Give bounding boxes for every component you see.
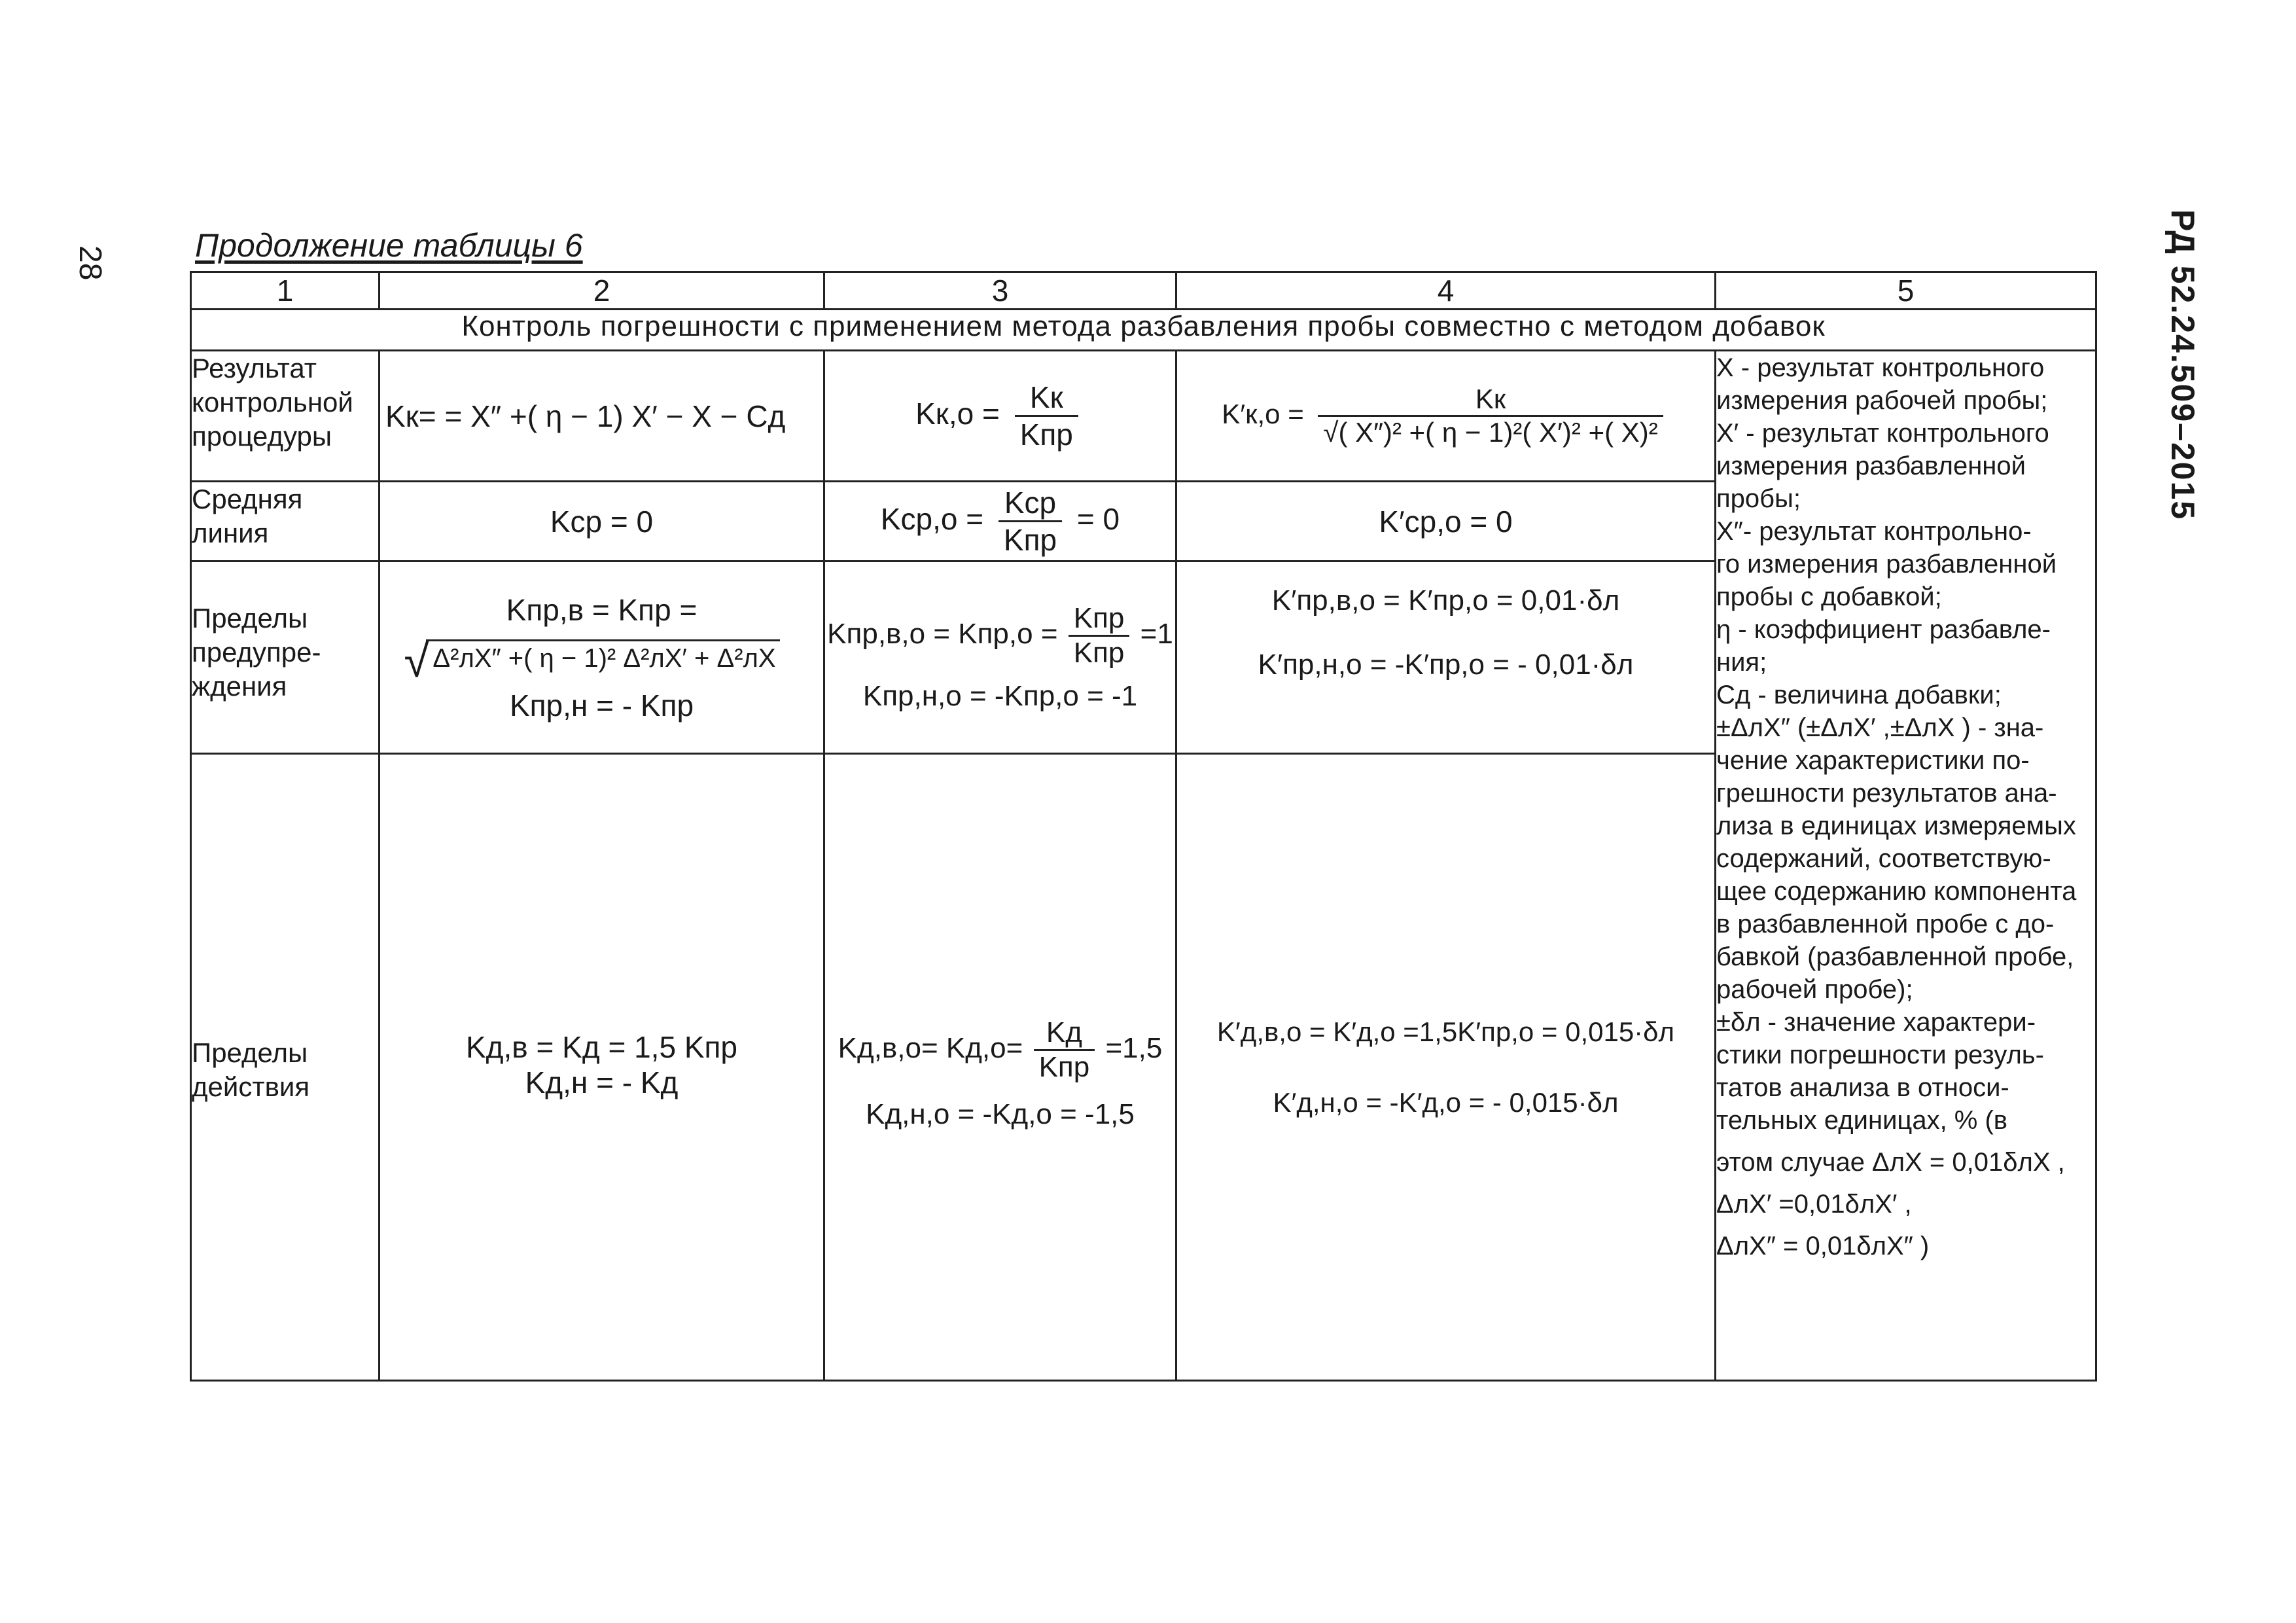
row-label-line: линия	[192, 518, 269, 548]
formula-kpr-no-prime: K′пр,н,о = -K′пр,о = - 0,01·δл	[1258, 649, 1634, 681]
header-row	[191, 272, 2096, 310]
description-line: этом случае ΔлX = 0,01δлX ,	[1716, 1148, 2065, 1177]
formula-rhs: = 0	[1076, 501, 1120, 536]
formula-kpr-no: Kпр,н,о = -Kпр,о = -1	[862, 680, 1138, 712]
row-label-line: процедуры	[192, 421, 332, 452]
fraction	[1069, 602, 1130, 669]
formula-lhs: Kср,о =	[880, 501, 984, 536]
formula-lhs: Kк,о =	[915, 396, 1000, 431]
description-line: рабочей пробе);	[1716, 975, 1913, 1004]
description-line: ±ΔлX″ (±ΔлX′ ,±ΔлX ) - зна-	[1716, 713, 2044, 742]
row-label-line: ждения	[192, 671, 287, 702]
fraction-numerator: Kк	[1015, 380, 1078, 417]
formula-kcpo-prime: K′ср,о = 0	[1379, 504, 1513, 539]
formula-kd-vo-prime: K′д,в,о = K′д,о =1,5K′пр,о = 0,015·δл	[1216, 1016, 1675, 1047]
description-line: Cд - величина добавки;	[1716, 681, 2002, 709]
formula-kpr-upper: Kпр,в = Kпр =	[506, 592, 698, 627]
row-label-line: Пределы	[192, 1037, 308, 1068]
formula-rhs: =1,5	[1105, 1032, 1163, 1065]
table-caption: Продолжение таблицы 6	[195, 227, 583, 264]
formula-root	[380, 639, 823, 673]
root-expression: √ Δ²лX″ +( η − 1)² Δ²лX′ + Δ²лX	[426, 639, 779, 673]
formula-lhs: Kпр,в,о = Kпр,о =	[827, 618, 1058, 651]
row-label-line: предупре-	[192, 637, 321, 668]
formula-kko-prime	[1222, 383, 1670, 448]
table-row	[191, 351, 2096, 482]
description-line: содержаний, соответствую-	[1716, 844, 2051, 873]
description-line: X - результат контрольного	[1716, 353, 2045, 382]
fraction-denominator: Kпр	[1003, 523, 1057, 557]
section-title: Контроль погрешности с применением метода разбавления пробы совместно с методом добавок	[191, 310, 2096, 351]
formula-kd-lower: Kд,н = - Kд	[525, 1065, 679, 1099]
row-label-line: Пределы	[192, 603, 308, 633]
fraction	[1015, 380, 1078, 452]
fraction-denominator: Kпр	[1019, 418, 1073, 452]
header-cell: 1	[191, 272, 380, 310]
formula-kpro	[825, 602, 1175, 669]
data-table	[190, 271, 2097, 1382]
description-line: пробы;	[1716, 484, 1801, 513]
formula-kk: Kк= = X″ +( η − 1) X′ − X − Cд	[385, 399, 786, 433]
description-line: η - коэффициент разбавле-	[1716, 615, 2051, 644]
formula-lhs: K′к,о =	[1222, 398, 1304, 429]
description-cell	[1716, 351, 2096, 1381]
document-code: РД 52.24.509–2015	[2164, 209, 2201, 521]
description-line: чение характеристики по-	[1716, 746, 2030, 775]
formula-kpr-vo-prime: K′пр,в,о = K′пр,о = 0,01·δл	[1271, 584, 1620, 616]
header-cell: 3	[824, 272, 1176, 310]
formula-kcp: Kср = 0	[550, 504, 654, 539]
row-label-line: Средняя	[192, 484, 303, 514]
description-line: X″- результат контрольно-	[1716, 517, 2032, 546]
description-lines	[1716, 351, 2095, 1262]
formula-lhs: Kд,в,о= Kд,о=	[838, 1032, 1023, 1065]
fraction-numerator: Kд	[1034, 1016, 1095, 1051]
fraction-numerator: Kср	[998, 485, 1062, 522]
row-label	[191, 754, 380, 1381]
row-label	[191, 351, 380, 482]
formula-kd-upper: Kд,в = Kд = 1,5 Kпр	[465, 1030, 737, 1064]
description-line: пробы с добавкой;	[1716, 582, 1942, 611]
description-line: лиза в единицах измеряемых	[1716, 812, 2076, 840]
header-cell: 5	[1716, 272, 2096, 310]
description-line: татов анализа в относи-	[1716, 1073, 2009, 1102]
fraction-denominator: √( X″)² +( η − 1)²( X′)² +( X)²	[1323, 417, 1658, 448]
description-line: тельных единицах, % (в	[1716, 1106, 2008, 1135]
fraction-denominator: Kпр	[1073, 637, 1125, 669]
formula-kko	[915, 380, 1085, 452]
header-cell: 2	[380, 272, 824, 310]
description-line: ния;	[1716, 648, 1767, 677]
description-line: измерения рабочей пробы;	[1716, 386, 2048, 415]
description-line: грешности результатов ана-	[1716, 779, 2057, 808]
fraction	[1034, 1016, 1095, 1084]
page-number: 28	[73, 245, 107, 281]
fraction	[1318, 383, 1663, 448]
description-line: X′ - результат контрольного	[1716, 419, 2049, 448]
section-row	[191, 310, 2096, 351]
header-cell: 4	[1176, 272, 1716, 310]
formula-kpr-lower: Kпр,н = - Kпр	[509, 688, 694, 722]
description-line: ±δл - значение характери-	[1716, 1008, 2036, 1037]
row-label-line: контрольной	[192, 387, 353, 418]
fraction-denominator: Kпр	[1038, 1051, 1090, 1083]
formula-kdo	[825, 1016, 1175, 1084]
row-label-line: Результат	[192, 353, 317, 383]
formula-rhs: =1	[1140, 618, 1173, 651]
description-line: ΔлX″ = 0,01δлX″ )	[1716, 1232, 1930, 1260]
description-line: го измерения разбавленной	[1716, 550, 2057, 579]
fraction-numerator: Kпр	[1069, 602, 1130, 637]
description-line: в разбавленной пробе с до-	[1716, 910, 2055, 938]
fraction-numerator: Kк	[1318, 383, 1663, 417]
row-label-line: действия	[192, 1071, 310, 1102]
description-line: щее содержанию компонента	[1716, 877, 2077, 906]
row-label	[191, 562, 380, 754]
row-label	[191, 482, 380, 562]
description-line: ΔлX′ =0,01δлX′ ,	[1716, 1190, 1912, 1219]
formula-kcpo	[880, 486, 1120, 557]
formula-kd-no-prime: K′д,н,о = -K′д,о = - 0,015·δл	[1273, 1087, 1619, 1118]
description-line: стики погрешности резуль-	[1716, 1041, 2044, 1069]
description-line: бавкой (разбавленной пробе,	[1716, 942, 2074, 971]
formula-kd-no: Kд,н,о = -Kд,о = -1,5	[866, 1098, 1135, 1130]
fraction	[998, 485, 1062, 558]
description-line: измерения разбавленной	[1716, 452, 2026, 480]
